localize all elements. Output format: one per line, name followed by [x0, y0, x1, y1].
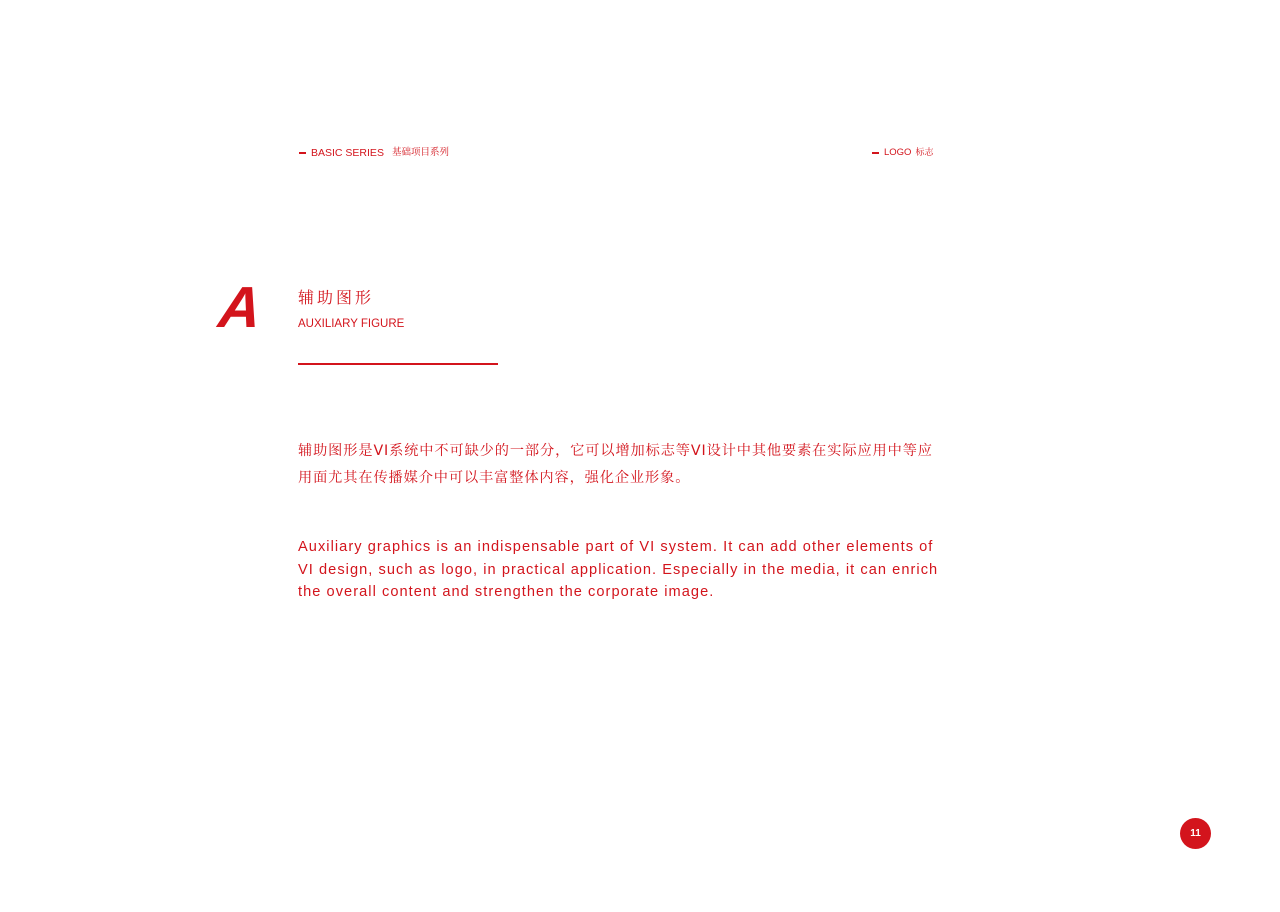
dash-marker: [872, 152, 879, 154]
header-category-label: [872, 147, 933, 159]
header-category-cn: 标志: [915, 148, 934, 158]
page-number-badge: 11: [1180, 818, 1211, 849]
description-en-line: VI design, such as logo, in practical application. Especially in the media, it can enrich: [298, 561, 939, 578]
header-series-cn: 基础项目系列: [391, 147, 449, 158]
section-title-en: AUXILIARY FIGURE: [298, 318, 405, 330]
header-category-en: LOGO: [884, 147, 912, 158]
description-cn-line: 用面尤其在传播媒介中可以丰富整体内容，强化企业形象。: [298, 470, 691, 486]
section-title-cn: 辅助图形: [298, 288, 375, 307]
title-underline: [298, 363, 498, 365]
header-series-en: BASIC SERIES: [311, 147, 384, 159]
description-en-line: the overall content and strengthen the corporate image.: [298, 584, 715, 600]
section-letter: A: [215, 275, 264, 340]
description-en-line: Auxiliary graphics is an indispensable part of VI system. It can add other elements of: [298, 539, 934, 555]
description-en: [298, 536, 1018, 604]
dash-marker: [299, 152, 306, 154]
description-cn-line: 辅助图形是VI系统中不可缺少的一部分，它可以增加标志等VI设计中其他要素在实际应用中等应: [298, 443, 933, 459]
description-cn: [298, 438, 1008, 492]
header-section-label: [299, 147, 449, 159]
